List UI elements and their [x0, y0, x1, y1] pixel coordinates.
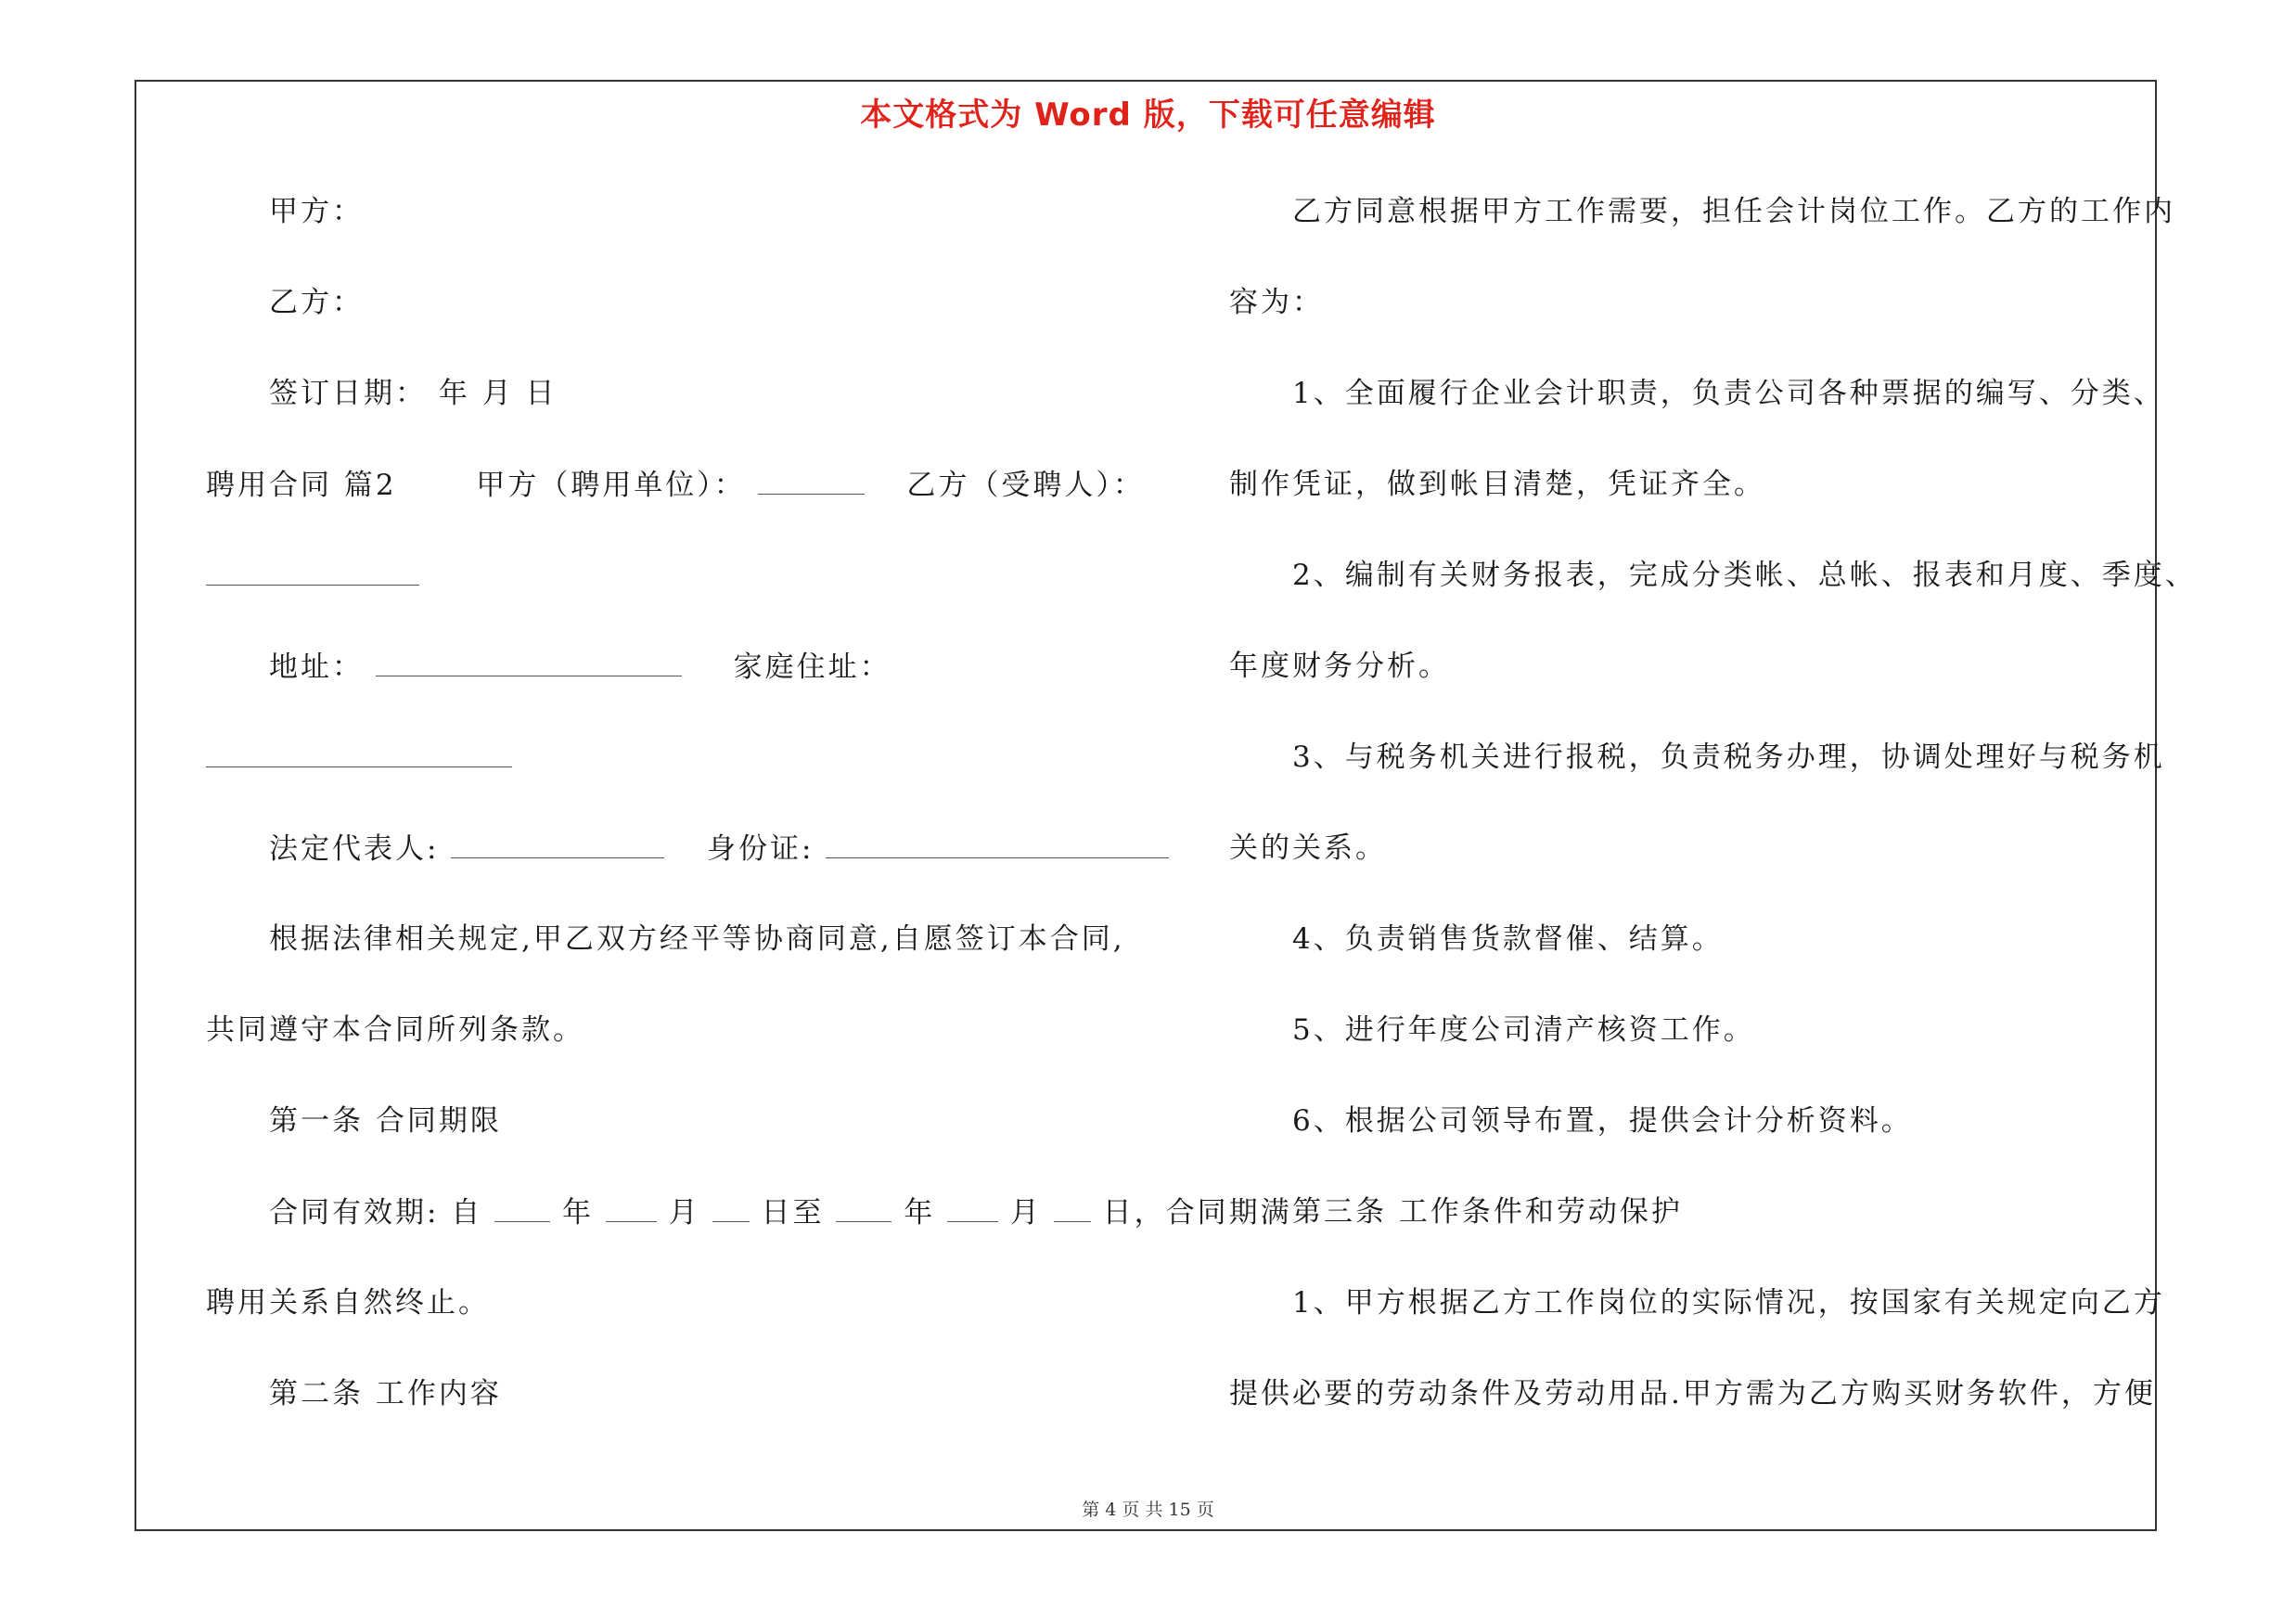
address-blank [376, 648, 682, 676]
contract-title-line [206, 466, 1145, 504]
id-card-blank [826, 830, 1169, 858]
item-1-line-2: 制作凭证，做到帐目清楚，凭证齐全。 [1229, 468, 1765, 501]
start-month-label: 月 [668, 1196, 700, 1230]
contract-title: 聘用合同 篇2 [206, 469, 397, 502]
validity-line-2: 聘用关系自然终止。 [206, 1286, 490, 1320]
validity-prefix: 合同有效期: 自 [269, 1196, 483, 1230]
intro-paragraph-line-2: 共同遵守本合同所列条款。 [206, 1013, 584, 1047]
party-a-label: 甲方： [269, 195, 364, 228]
item-2-line-1: 2、编制有关财务报表，完成分类帐、总帐、报表和月度、季度、 [1292, 559, 2197, 592]
condition-1-line-2: 提供必要的劳动条件及劳动用品.甲方需为乙方购买财务软件，方便 [1229, 1377, 2156, 1410]
article-2-heading: 第二条 工作内容 [269, 1377, 502, 1410]
item-1-line-1: 1、全面履行企业会计职责，负责公司各种票据的编写、分类、 [1292, 377, 2165, 410]
start-month-blank [606, 1193, 657, 1222]
address-label: 地址： [269, 650, 364, 684]
legal-rep-label: 法定代表人: [269, 832, 440, 866]
party-b-employee-label: 乙方（受聘人）： [906, 469, 1145, 502]
end-year-label: 年 [904, 1196, 936, 1230]
party-b-employee-blank [206, 557, 419, 586]
legal-rep-blank [451, 830, 664, 858]
article-3-heading: 第三条 工作条件和劳动保护 [1292, 1195, 1683, 1229]
party-a-unit-blank [758, 466, 865, 495]
item-3-line-1: 3、与税务机关进行报税，负责税务办理，协调处理好与税务机 [1292, 741, 2165, 774]
start-day-blank [712, 1193, 750, 1222]
start-day-label: 日至 [761, 1196, 825, 1230]
end-month-blank [947, 1193, 998, 1222]
party-a-unit-label: 甲方（聘用单位）： [476, 469, 746, 502]
party-b-employee-line [206, 557, 419, 595]
duty-line-2: 容为： [1229, 286, 1324, 319]
format-banner: 本文格式为 Word 版，下载可任意编辑 [860, 97, 1436, 134]
home-address-blank [206, 739, 512, 767]
condition-1-line-1: 1、甲方根据乙方工作岗位的实际情况，按国家有关规定向乙方 [1292, 1286, 2165, 1320]
page-number-footer: 第 4 页 共 15 页 [1082, 1500, 1214, 1520]
party-b-label: 乙方： [269, 286, 364, 319]
start-year-label: 年 [562, 1196, 595, 1230]
start-year-blank [494, 1193, 550, 1222]
sign-date-label: 签订日期： 年 月 日 [269, 377, 558, 410]
item-2-line-2: 年度财务分析。 [1229, 650, 1450, 683]
id-card-label: 身份证: [707, 832, 815, 866]
end-day-blank [1054, 1193, 1091, 1222]
end-day-label: 日，合同期满 [1102, 1196, 1292, 1230]
legal-rep-line [269, 830, 1169, 868]
duty-line-1: 乙方同意根据甲方工作需要，担任会计岗位工作。乙方的工作内 [1292, 195, 2175, 228]
address-line [269, 648, 891, 686]
item-4: 4、负责销售货款督催、结算。 [1292, 922, 1724, 956]
end-year-blank [836, 1193, 891, 1222]
home-address-label: 家庭住址： [733, 650, 891, 684]
item-6: 6、根据公司领导布置，提供会计分析资料。 [1292, 1104, 1913, 1138]
article-1-heading: 第一条 合同期限 [269, 1104, 502, 1138]
home-address-line [206, 739, 512, 777]
item-3-line-2: 关的关系。 [1229, 831, 1387, 865]
end-month-label: 月 [1009, 1196, 1042, 1230]
intro-paragraph-line-1: 根据法律相关规定,甲乙双方经平等协商同意,自愿签订本合同, [269, 922, 1125, 956]
validity-line-1 [269, 1193, 1292, 1231]
item-5: 5、进行年度公司清产核资工作。 [1292, 1013, 1755, 1047]
